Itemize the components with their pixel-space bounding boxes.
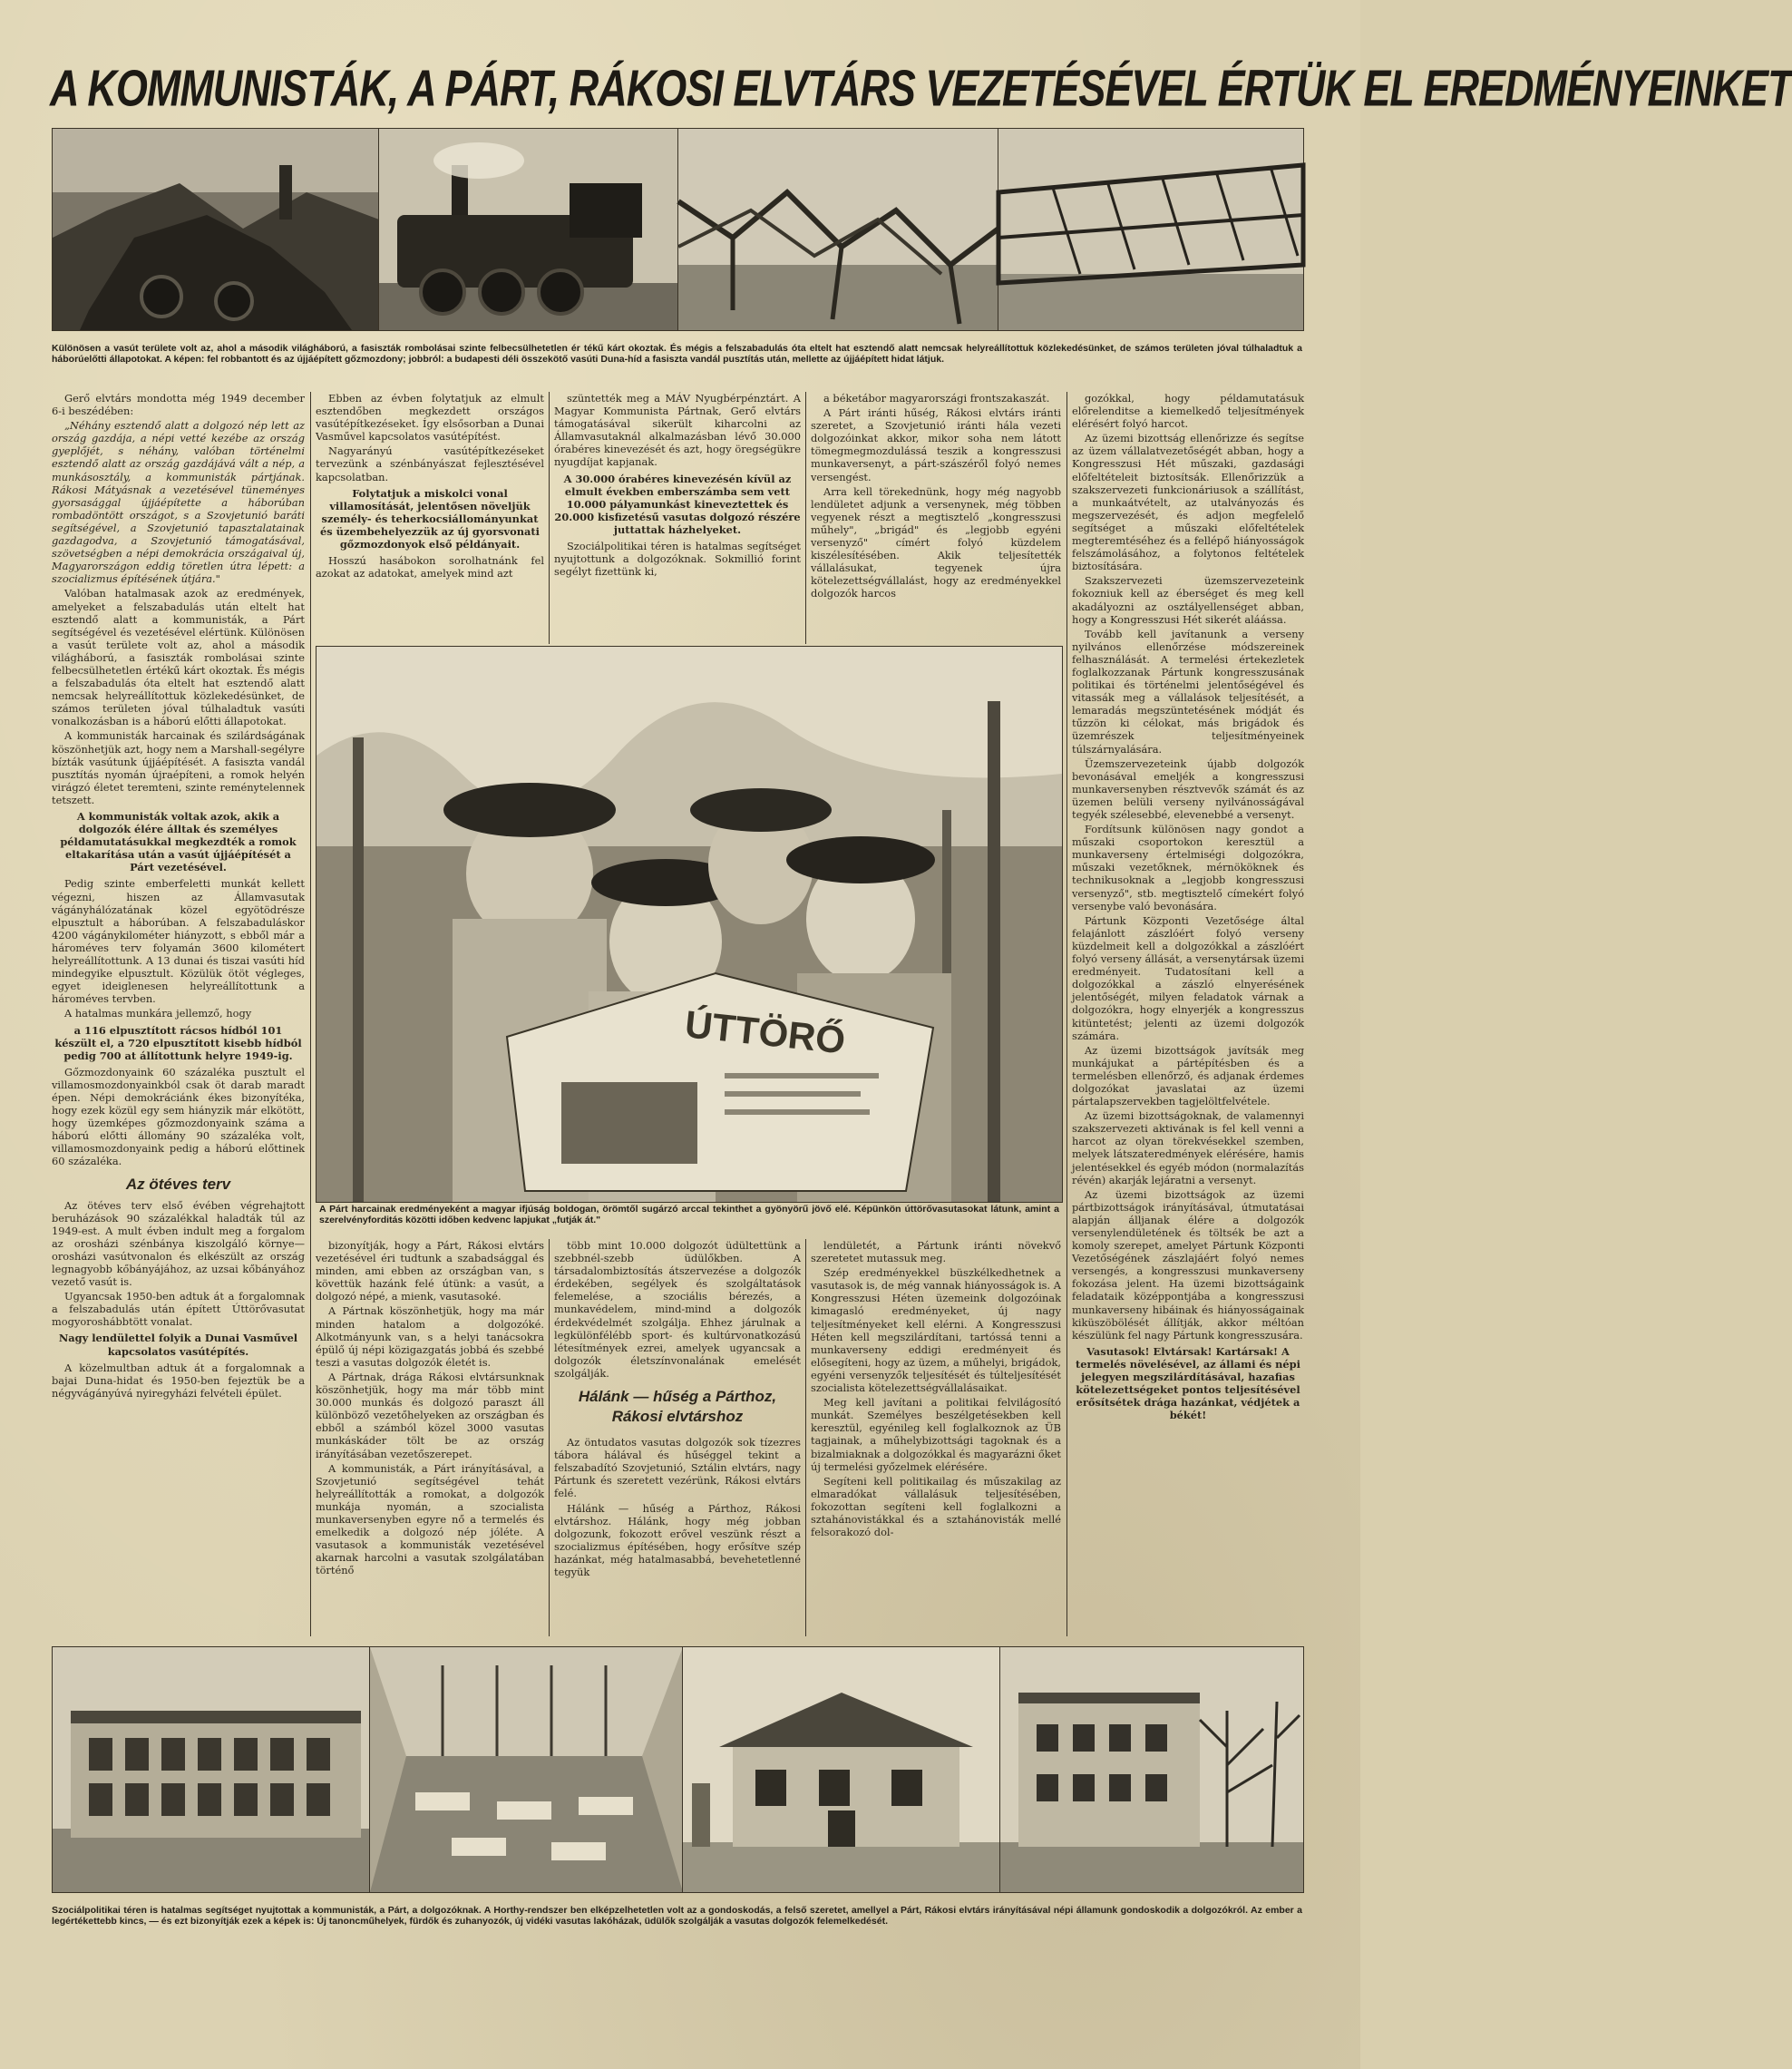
col4b-para: lendületét, a Pártunk iránti növekvő szeretetet mutassuk meg. <box>811 1239 1061 1265</box>
col1-quote: „Néhány esztendő alatt a dolgozó nép lett az ország gazdája, a népi vetté kezébe az ország gyeplőjét, s néhány, valóban történelmi esztendő alatt az ország gazdájává vált a nép, a munkásosztály, a kommunisták pártjának. Rákosi Mátyásnak a vezetésével tüneményes gyorsasággal újjáépítette a háborúban rombadöntött országot, s a Szovjetunió baráti segítségével, a Szovjetunió tapasztalatainak gazdagodva, a Szovjetunió támogatásával, szövetségben a népi demokrácia országaival új, Magyarországon eddig töretlen útra lépett: a szocializmus építésének útjára." <box>52 419 305 586</box>
col2b-para: A Pártnak köszönhetjük, hogy ma már minden hatalom a dolgozóké. Alkotmányunk van, s a helyi tanácsokra épülő új népi közigazgatás jobbá és szebbé teszi a vasutas dolgozók életét is. <box>316 1304 544 1369</box>
col4-para: A Párt iránti hűség, Rákosi elvtárs iránti szeretet, a Szovjetunió iránti hála vezeti dolgozóinkat akkor, mikor soha nem látott tömegmegmozdulássá teszik a kongresszusi munkaversenyt, a párt-szászéről folyó nemes versengést. <box>811 406 1061 483</box>
col5-para: Fordítsunk különösen nagy gondot a műszaki csoportokon keresztül a munkaverseny értelmiségi dolgozókra, műszaki vezetőknek, mérnököknek és technikusoknak a „legjobb kongresszusi versenyző", stb. megtisztelő címekért folyó versenybe való bevonására. <box>1072 823 1304 913</box>
col1-bold: A kommunisták voltak azok, akik a dolgozók élére álltak és személyes példamutatásukkal megkezdték a romok eltakarítása után a vasút újjáépítését a Párt vezetésével. <box>60 810 297 874</box>
col1-para: Valóban hatalmasak azok az eredmények, amelyeket a felszabadulás után eltelt hat esztendő alatt a kommunisták, a Párt segítségével és vezetésével elértünk. Különösen a vasút területe volt az, ahol a második világháború, a fasiszták rombolásai szinte felbecsülhetetlen értékű kárt okoztak. És mégis a felszabadulás óta eltelt hat esztendő alatt nemcsak helyreállítottuk közlekedésünket, de számos területen jóval túlhaladtuk vasúti vonalkozásban is a háború előtti állapotokat. <box>52 587 305 728</box>
photo-holiday-resort <box>999 1646 1304 1893</box>
column-rule <box>549 1239 550 1636</box>
col5-para: Az üzemi bizottság ellenőrizze és segítse az üzem vállalatvezetőségét abban, hogy a Kongresszusi Hét műszaki, gazdasági előfeltételeit biztosítsák. Ellenőrizzük a szakszervezeti funkcionáriusok a szállítást, a munkaátvételt, az utalványozás és megszervezését, és adjon megfelelő segítséget a műszaki előfeltételek megteremtéséhez és a fellépő hiányosságok felszámolásához, a folytonos feltételek biztosítására. <box>1072 432 1304 573</box>
col5-para: Tovább kell javítanunk a verseny nyilvános ellenőrzése módszereinek felhasználását. A termelési értekezletek foglalkozzanak Pártunk kongresszusának politikai és történelmi jelentőségével és vitassák meg a vállalások teljesítését, a lemaradás megszüntetésének módját és tűzzön ki célokat, más brigádok és üzemrészek teljesítményeinek túlszárnyalására. <box>1072 627 1304 756</box>
column-3-bottom <box>554 1239 801 1636</box>
col5-para: Pártunk Központi Vezetősége által felajánlott zászlóért folyó verseny küzdelmeit kell a dolgozókkal a zászlóért folyó verseny állását, a versenytársak üzemi eredményeit. Tudatosítani kell a dolgozókkal a zászló elnyerésének jelentőségét, milyen feladatok várnak a dolgozókra, hogy elnyerjék a kongresszus kitüntetést; jelenti az üzemi dolgozók számára. <box>1072 913 1304 1042</box>
photo-wrecked-locomotive <box>52 128 380 331</box>
photo-young-pioneer-railway-workers <box>316 646 1063 1203</box>
col2-bold: Folytatjuk a miskolci vonal villamosítását, jelentősen növeljük személy- és teherkocsiállományunkat és üzembehelyezzük az új gyorsvonati gőzmozdonyok első példányait. <box>320 486 540 551</box>
col4-para: Arra kell törekednünk, hogy még nagyobb lendületet adjunk a versenynek, még többen vegyenek részt a megtisztelő „kongresszusi műhely", „brigád" és „legjobb egyéni versenyző" címért folyó küzdelem kiszélesítésében. Akik teljesítették vállalásukat, tegyenek újra kötelezettségvállalást, hogy az eredményekkel dolgozók harcos <box>811 484 1061 600</box>
photo-railway-housing <box>682 1646 1001 1893</box>
col3-para: Szociálpolitikai téren is hatalmas segítséget nyujtottunk a dolgozóknak. Sokmillió forint segélyt fizettünk ki, <box>554 540 801 579</box>
col5-para: Az üzemi bizottságok az üzemi pártbizottságok irányításával, útmutatásai alapján álljanak élére a dolgozók versenylendületének és töltsék be azt a komoly szerepet, amelyet Pártunk Központi Vezetőségének zászlajáért folyó nemes versengés, a kongresszusi munkaverseny fokozása jelent. Ha üzemi bizottságaink feladataik középpontjába a kongresszusi munkaverseny hibáinak és hiányosságainak kiküszöbölését állítják, akkor méltóan készülünk fel nagy Pártunk kongresszusára. <box>1072 1187 1304 1342</box>
column-rule <box>310 392 311 1636</box>
column-1 <box>52 392 305 1636</box>
column-4-top <box>811 392 1061 644</box>
column-3-top <box>554 392 801 644</box>
top-photo-caption: Különösen a vasút területe volt az, ahol a második világháború, a fasiszták rombolásai szinte felbecsülhetetlen ér tékű kárt okoztak. És mégis a felszabadulás óta eltelt hat esztendő alatt nemcsak helyreállítottuk közlekedésünket, de számos területen jóval túlhaladtuk a háborúelőtti állapotokat. A képen: fel robbantott és az újjáépített gőzmozdony; jobbról: a budapesti déli összekötő vasúti Duna-híd a fasiszta vandál pusztítás után, mellette az újjáépített hidat látjuk. <box>52 343 1302 365</box>
subhead-halank: Hálánk — hűség a Párthoz, Rákosi elvtárshoz <box>578 1388 777 1426</box>
col2-para: Nagyarányú vasútépítkezéseket tervezünk a szénbányászat fejlesztésével kapcsolatban. <box>316 444 544 483</box>
col4-para: a béketábor magyarországi frontszakaszát. <box>823 392 1050 405</box>
col1-para: A kommunisták harcainak és szilárdságának köszönhetjük azt, hogy nem a Marshall-segélyre bízták vasútunk újjáépítését. A fasiszta vandál pusztítás nyomán újraépíteni, a romok helyén virágzó életet teremteni, szinte reménytelennek tetszett. <box>52 729 305 806</box>
column-4-bottom <box>811 1239 1061 1636</box>
col1-para: Ugyancsak 1950-ben adtuk át a forgalomnak a felszabadulás után épített Úttörővasutat mogyoroshábbtött vonalat. <box>52 1290 305 1329</box>
col1-para: Gőzmozdonyaink 60 százaléka pusztult el villamosmozdonyainkból csak öt darab maradt épen. Népi demokráciánk ékes bizonyítéka, hogy ezek közül egy sem hiányzik már elkötött, hogy üzemképes gőzmozdonyaink száma a háború előtti állomány 90 százaléka volt, villamosmozdonyaink pedig a háború előttinek 60 százaléka. <box>52 1065 305 1168</box>
photo-apprentice-workshop <box>52 1646 371 1893</box>
subhead-otves-terv: Az ötéves terv <box>125 1175 231 1193</box>
photo-rebuilt-bridge <box>998 128 1304 331</box>
col5-closing: Vasutasok! Elvtársak! Kartársak! A termelés növelésével, az állami és népi jelegyen megszilárdításával, hazafias kötelezettségeket pontos teljesítésével erősítsétek drága hazánkat, védjétek a békét! <box>1076 1344 1300 1422</box>
col2b-para: A Pártnak, drága Rákosi elvtársunknak köszönhetjük, hogy ma már több mint 30.000 munkás és dolgozó paraszt áll különböző vezetőhelyeken az országban és ebből a számból közel 3000 vasutas munkáskáder tölt be az ország irányításában vezetőszerepet. <box>316 1370 544 1460</box>
photo-showers <box>369 1646 684 1893</box>
col5-para: Az üzemi bizottságoknak, de valamennyi szakszervezeti aktivának is fel kell venni a harcot az olyan törekvésekkel szemben, melyek látszateredmények elérésére, hamis jelentésekkel és egyéb módon (normalazítás révén) akarják lejáratni a versenyt. <box>1072 1109 1304 1186</box>
column-5 <box>1072 392 1304 1636</box>
col5-para: Szakszervezeti üzemszervezeteink fokozniuk kell az éberséget és meg kell akadályozni az osztályellenséget abban, hogy a Kongresszusi Hét sikerét aláássa. <box>1072 574 1304 626</box>
col3b-para: több mint 10.000 dolgozót üdültettünk a szebbnél-szebb üdülőkben. A társadalombiztosítás átszervezése a dolgozók érdekében, segélyek és szolgáltatások felemelése, a szociális bérezés, a munkavédelem, mind-mind a dolgozók érdekvédelmét szolgálja. Ehhez járulnak a legkülönfélébb sport- és kultúrvonatkozású létesítmények ezrei, amelyek ugyancsak a dolgozók életszínvonalának emelését szolgálják. <box>554 1239 801 1380</box>
col1-para: A közelmultban adtuk át a forgalomnak a bajai Duna-hidat és 1950-ben fejeztük be a négyvágányúvá nyiregyházi felvételi épület. <box>52 1361 305 1400</box>
col5-para: Üzemszervezeteink újabb dolgozók bevonásával emeljék a kongresszusi munkaversenyben résztvevők számát és az üzemen belüli verseny nyilvánosságával tegyék szélesebbé, elevenebbé a versenyt. <box>1072 756 1304 821</box>
col2-para: Hosszú hasábokon sorolhatnánk fel azokat az adatokat, amelyek mind azt <box>316 554 544 581</box>
col1-bold: a 116 elpusztított rácsos hídból 101 készült el, a 720 elpusztított kisebb hídból pedig 700 at állítottunk helyre 1949-ig. <box>54 1023 302 1062</box>
col3-bold: A 30.000 órabéres kinevezésén kívül az elmult években emberszámba sem vett 10.000 pályamunkást kineveztettek és 20.000 kisfizetésű vasutas dolgozó részére juttattak házhelyeket. <box>554 472 801 536</box>
center-photo-caption: A Párt harcainak eredményeként a magyar ifjúság boldogan, örömtől sugárzó arccal tekinthet a gyönyörű jövő elé. Képünkön úttörővasutasokat látunk, amint a szerelvényforditás közötti időben kedvenc lapjukat „futják át." <box>319 1204 1059 1225</box>
col4b-para: Szép eredményekkel büszkélkedhetnek a vasutasok is, de még vannak hiányosságok is. A Kongresszusi Héten üzemeink dolgozóinak kimagasló eredményeket, új nagy teljesítményeket kell elérni. A Kongresszusi Héten kell megszilárdítani, tartóssá tenni a munkaverseny eddigi eredményeit és elősegíteni, hogy az üzem, a műhelyi, brigádok, egyéni versenyzők teljesítését és túlteljesítését szocialista kötelezettségvállalásaikat. <box>811 1266 1061 1395</box>
col3-para: szüntették meg a MÁV Nyugbérpénztárt. A Magyar Kommunista Pártnak, Gerő elvtárs támogatásával sikerült kiharcolni az Államvasutaknál alkalmazásban lévő 30.000 órabéres kinevezését és azt, hogy öregségükre nyugdíjat kapjanak. <box>554 392 801 469</box>
col1-bold: Nagy lendülettel folyik a Dunai Vasművel kapcsolatos vasútépítés. <box>58 1332 298 1358</box>
column-rule <box>1066 392 1067 1636</box>
col2b-para: bizonyítják, hogy a Párt, Rákosi elvtárs vezetésével éri tudtunk a szabadsággal és minden, ami ebben az országban van, s követtük hazánk felé útünk: a vasút, a dolgozó népé, a mienk, vasutasoké. <box>316 1239 544 1303</box>
col5-para: gozókkal, hogy példamutatásuk előrelenditse a kiemelkedő teljesítmények elérésért folyó harcot. <box>1072 392 1304 431</box>
col2-para: Ebben az évben folytatjuk az elmult esztendőben megkezdett országos vasútépítkezéseket. Így elsősorban a Dunai Vasművel kapcsolatos vasútépítést. <box>316 392 544 444</box>
col3b-para: Az öntudatos vasutas dolgozók sok tízezres tábora hálával és hűséggel tekint a felszabadító Szovjetunió, Sztálin elvtárs, nagy Pártunk és szeretett vezérünk, Rákosi elvtárs felé. <box>554 1436 801 1500</box>
column-2-bottom <box>316 1239 544 1636</box>
col3b-para: Hálánk — hűség a Párthoz, Rákosi elvtárshoz. Hálánk, hogy még jobban dolgozunk, fokozott erővel veszünk részt a szocializmus építésében, hogy erősítve szép hazánkat, még hatalmasabbá, bevehetetlenné tegyük <box>554 1501 801 1578</box>
col1-para: A hatalmas munkára jellemző, hogy <box>64 1007 252 1020</box>
photo-destroyed-bridge <box>677 128 999 331</box>
bottom-photo-caption: Szociálpolitikai téren is hatalmas segítséget nyujtottak a kommunisták, a Párt, a dolgozóknak. A Horthy-rendszer ben elképzelhetetlen volt az a gondoskodás, a felső szeretet, amellyel a Párt, Rákosi elvtárs irányításával népi államunk gondoskodik a dolgozókról. Az ember a legértékettebb kincs, — és ezt bizonyítják ezek a képek is: Új tanoncműhelyek, fürdők és zuhanyozók, új vidéki vasutas lakóházak, üdülők szolgálják a vasutas dolgozók felemelkedését. <box>52 1905 1302 1927</box>
col4b-para: Segíteni kell politikailag és műszakilag az elmaradókat vállalásuk teljesítésében, fokozottan segíteni kell foglalkozni a sztahánovistákkal és a sztahánovisták mellé felsorakozó dol- <box>811 1474 1061 1539</box>
col1-para: Az ötéves terv első évében végrehajtott beruházások 90 százalékkal haladták túl az 1949-est. A mult évben indult meg a forgalom az orosházi szénbánya kiszolgáló környe—orosházi vasútvonalon és elkészült az ország legnagyobb kőbányájához, az uzsai kőbányához vezető vasút is. <box>52 1198 305 1289</box>
column-2-top <box>316 392 544 644</box>
col4b-para: Meg kell javítani a politikai felvilágosító munkát. Személyes beszélgetésekben kell keresztül, egyénileg kell foglalkoznok az ÜB tagjainak, a műhelybizottsági tagoknak és a bizalmiaknak a dolgozókkal és magyarázni őket új termelési győzelmek elérésére. <box>811 1396 1061 1473</box>
photo-rebuilt-locomotive <box>378 128 679 331</box>
col1-para: Gerő elvtárs mondotta még 1949 december 6-i beszédében: <box>52 392 305 418</box>
column-rule <box>805 392 806 644</box>
headline: A KOMMUNISTÁK, A PÁRT, RÁKOSI ELVTÁRS VEZETÉSÉVEL ÉRTÜK EL EREDMÉNYEINKET <box>50 59 1792 117</box>
column-rule <box>805 1239 806 1636</box>
newspaper-masthead: ÚTTÖRŐ <box>683 1002 848 1062</box>
col1-para: Pedig szinte emberfeletti munkát kellett végezni, hiszen az Államvasutak vágányhálózatának közel egyötödrésze elpusztult a háborúban. A felszabaduláskor 4200 vágánykilométer hiányzott, s ebből már a hároméves terv folyamán 3600 kilométert helyreállítottunk. A 13 dunai és tiszai vasúti híd mindegyike elpusztult. Közülük ötöt végleges, egyet ideiglenesen helyreállítottunk a hároméves tervben. <box>52 877 305 1006</box>
col2b-para: A kommunisták, a Párt irányításával, a Szovjetunió segítségével tehát helyreállították a romokat, a dolgozók munkája nyomán, a szocialista munkaversenyben egyre nő a termelés és emelkedik a dolgozó nép jóléte. A vasutasok a kommunisták vezetésével akarnak harcolni a vasutak szolgálatában történő <box>316 1461 544 1577</box>
col5-para: Az üzemi bizottságok javítsák meg munkájukat a pártépítésben és a termelésben ellenőrző, és adjanak érdemes dolgozókat javaslatai az üzemi pártalapszervekben tagjelöltfelvétele. <box>1072 1043 1304 1108</box>
column-rule <box>549 392 550 644</box>
